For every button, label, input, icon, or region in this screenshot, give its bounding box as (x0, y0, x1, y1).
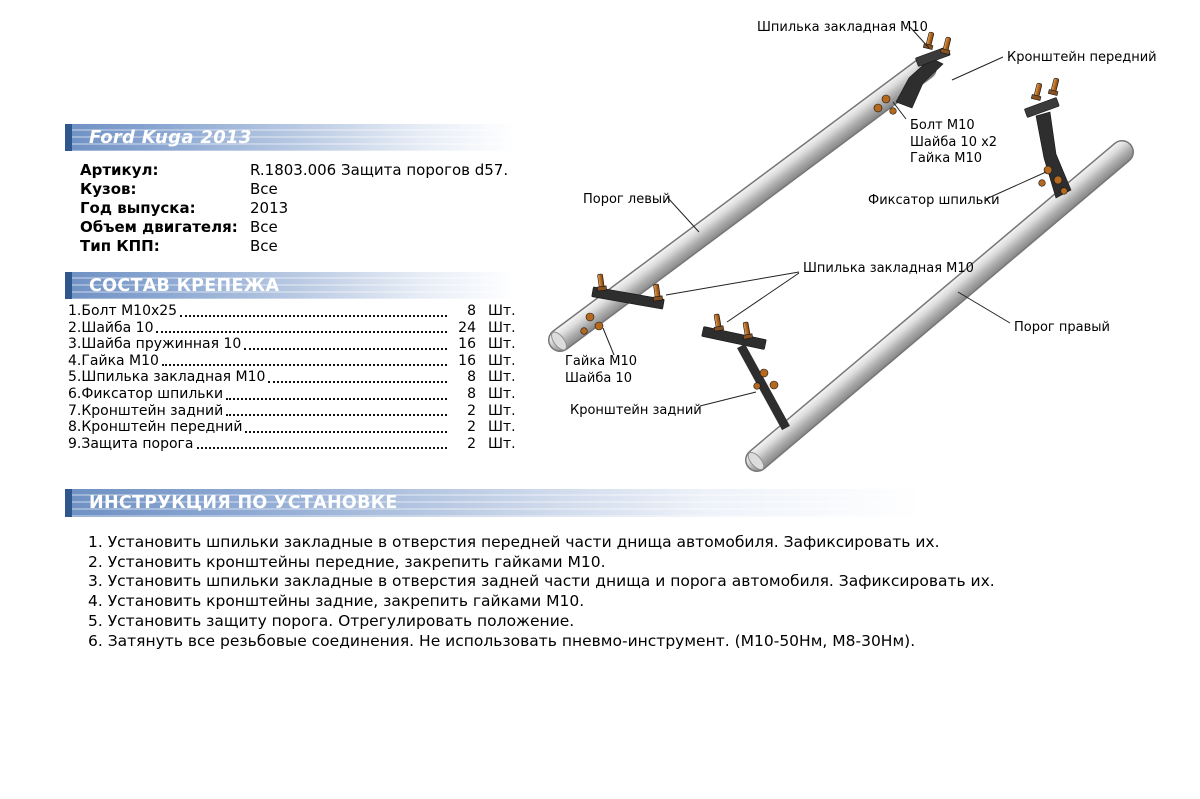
callout-lines (603, 27, 1046, 406)
dotted-leader (268, 381, 447, 383)
stud-lock (1054, 176, 1062, 184)
parts-list-item (68, 369, 520, 386)
spec-label: Артикул: (80, 161, 159, 179)
stud-lock (1061, 188, 1068, 195)
part-qty: 2 (467, 419, 476, 436)
product-header-bar (65, 124, 540, 151)
nut-m10 (770, 381, 778, 389)
dotted-leader (226, 414, 447, 416)
spec-row-article (80, 161, 550, 180)
parts-section-title: СОСТАВ КРЕПЕЖА (89, 275, 280, 296)
parts-list-item (68, 336, 520, 353)
stud-m10 (1048, 77, 1061, 95)
dotted-leader (162, 364, 447, 366)
instructions-section-bar (65, 489, 1135, 517)
spec-label: Кузов: (80, 180, 137, 198)
dotted-leader (245, 431, 447, 433)
part-name: 2.Шайба 10 (68, 319, 154, 336)
part-name: 4.Гайка M10 (68, 352, 159, 369)
spec-row-body (80, 180, 550, 199)
part-unit: Шт. (488, 385, 516, 402)
parts-list-item (68, 386, 520, 403)
instruction-step: 4. Установить кронштейны задние, закрепить гайками M10. (88, 592, 585, 611)
instruction-step: 5. Установить защиту порога. Отрегулировать положение. (88, 611, 575, 630)
nut-m10 (595, 322, 603, 330)
stud-m10 (651, 284, 662, 302)
label-left-step: Порог левый (583, 192, 671, 207)
nut-m10 (581, 328, 588, 335)
header-accent-stripe (65, 124, 72, 151)
dotted-leader (197, 447, 448, 449)
part-qty: 24 (458, 319, 476, 336)
parts-list-item (68, 320, 520, 337)
part-name: 7.Кронштейн задний (68, 402, 224, 419)
parts-list-item (68, 436, 520, 453)
product-title: Ford Kuga 2013 (89, 127, 252, 148)
front-bracket-right-assembly (1024, 77, 1071, 198)
header-accent-stripe (65, 272, 72, 299)
label-washer-bottom: Шайба 10 (565, 371, 632, 386)
part-qty: 8 (467, 385, 476, 402)
part-qty: 16 (458, 336, 476, 353)
dotted-leader (244, 348, 447, 350)
nut-m10 (586, 313, 594, 321)
spec-label: Объем двигателя: (80, 218, 238, 236)
part-qty: 2 (467, 402, 476, 419)
bolt-m10 (874, 104, 882, 112)
parts-list-item (68, 419, 520, 436)
parts-list-item (68, 353, 520, 370)
label-stud-mid: Шпилька закладная M10 (803, 261, 974, 276)
part-unit: Шт. (488, 435, 516, 452)
spec-row-year (80, 199, 550, 218)
parts-section-bar (65, 272, 540, 299)
part-unit: Шт. (488, 352, 516, 369)
spec-value: R.1803.006 Защита порогов d57. (250, 161, 509, 179)
spec-label: Тип КПП: (80, 237, 160, 255)
instruction-step: 2. Установить кронштейны передние, закрепить гайками M10. (88, 552, 606, 571)
parts-list (68, 303, 520, 452)
spec-value: Все (250, 218, 278, 236)
dotted-leader (226, 398, 447, 400)
label-rear-bracket: Кронштейн задний (570, 403, 702, 418)
stud-lock (1039, 180, 1046, 187)
part-qty: 2 (467, 435, 476, 452)
part-unit: Шт. (488, 303, 516, 319)
label-front-bracket: Кронштейн передний (1007, 50, 1157, 65)
parts-list-item (68, 403, 520, 420)
label-nut-bottom: Гайка M10 (565, 354, 638, 369)
part-unit: Шт. (488, 336, 516, 353)
label-right-step: Порог правый (1014, 320, 1110, 335)
rear-bracket-right-assembly (702, 313, 786, 428)
label-bolt: Болт M10 (910, 118, 975, 133)
instruction-step: 6. Затянуть все резьбовые соединения. Не использовать пневмо-инструмент. (M10-50Нм, M8-30Нм). (88, 631, 916, 650)
part-name: 5.Шпилька закладная M10 (68, 369, 266, 386)
spec-value: Все (250, 180, 278, 198)
stud-m10 (940, 36, 953, 54)
instruction-step: 3. Установить шпильки закладные в отверстия задней части днища и порога автомобиля. Зафиксировать их. (88, 572, 995, 591)
part-unit: Шт. (488, 419, 516, 436)
label-stud-lock: Фиксатор шпильки (868, 193, 1000, 208)
stud-m10 (1031, 82, 1044, 100)
nut-m10 (754, 383, 761, 390)
instructions-list (88, 533, 1193, 651)
part-name: 6.Фиксатор шпильки (68, 385, 224, 402)
part-qty: 16 (458, 352, 476, 369)
dotted-leader (156, 331, 447, 333)
spec-table (80, 161, 550, 256)
spec-row-transmission (80, 237, 550, 256)
instructions-section-title: ИНСТРУКЦИЯ ПО УСТАНОВКЕ (89, 493, 398, 513)
spec-value: 2013 (250, 199, 289, 217)
part-qty: 8 (467, 303, 476, 319)
spec-value: Все (250, 237, 278, 255)
spec-row-engine (80, 218, 550, 237)
header-accent-stripe (65, 489, 72, 517)
bolt-m10 (882, 95, 890, 103)
label-nut-top: Гайка M10 (910, 151, 983, 166)
part-unit: Шт. (488, 319, 516, 336)
nut-m10 (760, 369, 768, 377)
label-stud-top: Шпилька закладная M10 (757, 20, 928, 35)
bolt-m10 (890, 108, 897, 115)
part-name: 1.Болт M10x25 (68, 303, 178, 319)
part-qty: 8 (467, 369, 476, 386)
dotted-leader (180, 315, 447, 317)
part-name: 3.Шайба пружинная 10 (68, 336, 242, 353)
parts-list-item (68, 303, 520, 320)
part-unit: Шт. (488, 369, 516, 386)
spec-label: Год выпуска: (80, 199, 196, 217)
part-name: 9.Защита порога (68, 435, 194, 452)
instruction-step: 1. Установить шпильки закладные в отверстия передней части днища автомобиля. Зафиксировать их. (88, 533, 940, 551)
stud-m10 (595, 274, 606, 292)
label-washer-x2: Шайба 10 x2 (910, 135, 998, 150)
left-step-tube (549, 68, 925, 352)
part-unit: Шт. (488, 402, 516, 419)
part-name: 8.Кронштейн передний (68, 419, 243, 436)
